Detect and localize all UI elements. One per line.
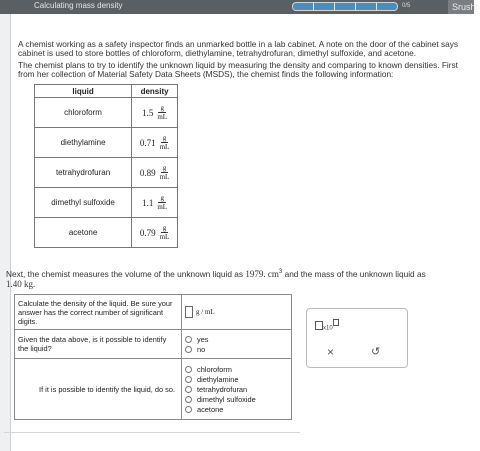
progress-divider [313,3,314,10]
progress-count: 0/5 [402,3,411,9]
question-which-liquid: If it is possible to identify the liquid, do so. [15,359,182,420]
mass-value: 1.40 kg. [6,278,36,289]
density-value: 0.71 g mL [132,128,178,158]
user-name[interactable]: Srushti [448,0,474,14]
density-value: 1.5 g mL [132,98,178,128]
problem-line: cabinet is used to store bottles of chloroform, diethylamine, tetrahydrofuran, dimethyl sulfoxide, and acetone. [18,48,417,58]
problem-line: from her collection of Material Safety Data Sheets (MSDS), the chemist finds the following information: [18,69,394,79]
radio-button[interactable] [185,386,192,393]
table-header-row [35,85,178,98]
density-value: 0.79 g mL [132,218,178,248]
left-sidebar [0,14,11,451]
clear-button[interactable]: × [327,345,335,359]
density-value: 1.1 g mL [132,188,178,218]
msds-table [34,84,178,248]
density-value: 0.89 g mL [132,158,178,188]
table-row [35,158,178,188]
liquid-name: acetone [35,218,132,248]
question-density: Calculate the density of the liquid. Be sure your answer has the correct number of significant digits. [15,295,182,330]
liquid-name: chloroform [35,98,132,128]
table-row [35,98,178,128]
radio-option-diethylamine[interactable]: diethylamine [185,374,288,384]
radio-option-tetrahydrofuran[interactable]: tetrahydrofuran [185,384,288,394]
radio-button[interactable] [185,366,192,373]
problem-line: The chemist plans to try to identify the unknown liquid by measuring the density and comparing to known densities. First [18,60,458,70]
table-row [35,128,178,158]
liquid-name: dimethyl sulfoxide [35,188,132,218]
question-row [15,330,292,359]
measurement-prefix: Next, the chemist measures the volume of the unknown liquid as [6,268,244,279]
measurement-text [4,267,426,289]
radio-button[interactable] [185,406,192,413]
sci-box-icon [315,321,323,330]
column-header-density: density [132,85,178,98]
question-row [15,295,292,330]
answer-tools-panel [306,308,408,368]
liquid-name: tetrahydrofuran [35,158,132,188]
sci-exponent-box-icon [333,319,339,326]
radio-option-no[interactable]: no [185,344,288,354]
table-row [35,218,178,248]
volume-value: 1979. [245,268,266,279]
undo-button[interactable]: ↺ [371,346,381,358]
radio-button[interactable] [185,396,192,403]
answer-identify-cell [182,330,292,359]
progress-bar [292,2,398,11]
assignment-title: Calculating mass density [34,1,123,10]
liquid-name: diethylamine [35,128,132,158]
progress-divider [355,3,356,10]
top-bar [0,0,480,14]
progress-divider [376,3,377,10]
volume-unit: cm [267,268,279,279]
scientific-notation-button[interactable]: x10 [315,319,339,332]
volume-exponent: 3 [278,269,283,275]
density-answer-input[interactable] [185,306,193,318]
column-header-liquid: liquid [35,85,132,98]
divider [4,432,300,433]
problem-line: A chemist working as a safety inspector finds an unmarked bottle in a lab cabinet. A note on the door of the cabinet says [18,39,458,49]
radio-button[interactable] [185,336,192,343]
radio-option-yes[interactable]: yes [185,334,288,344]
radio-option-chloroform[interactable]: chloroform [185,364,288,374]
radio-button[interactable] [185,376,192,383]
question-row [15,359,292,420]
radio-option-acetone[interactable]: acetone [185,404,288,414]
progress-divider [334,3,335,10]
question-table [14,294,292,420]
radio-button[interactable] [185,346,192,353]
answer-liquid-cell [182,359,292,420]
measurement-suffix: and the mass of the unknown liquid as [284,268,426,279]
question-identify: Given the data above, is it possible to identify the liquid? [15,330,182,359]
density-unit: g / mL [196,307,215,316]
answer-density-cell [182,295,292,330]
radio-option-dimethyl-sulfoxide[interactable]: dimethyl sulfoxide [185,394,288,404]
table-row [35,188,178,218]
